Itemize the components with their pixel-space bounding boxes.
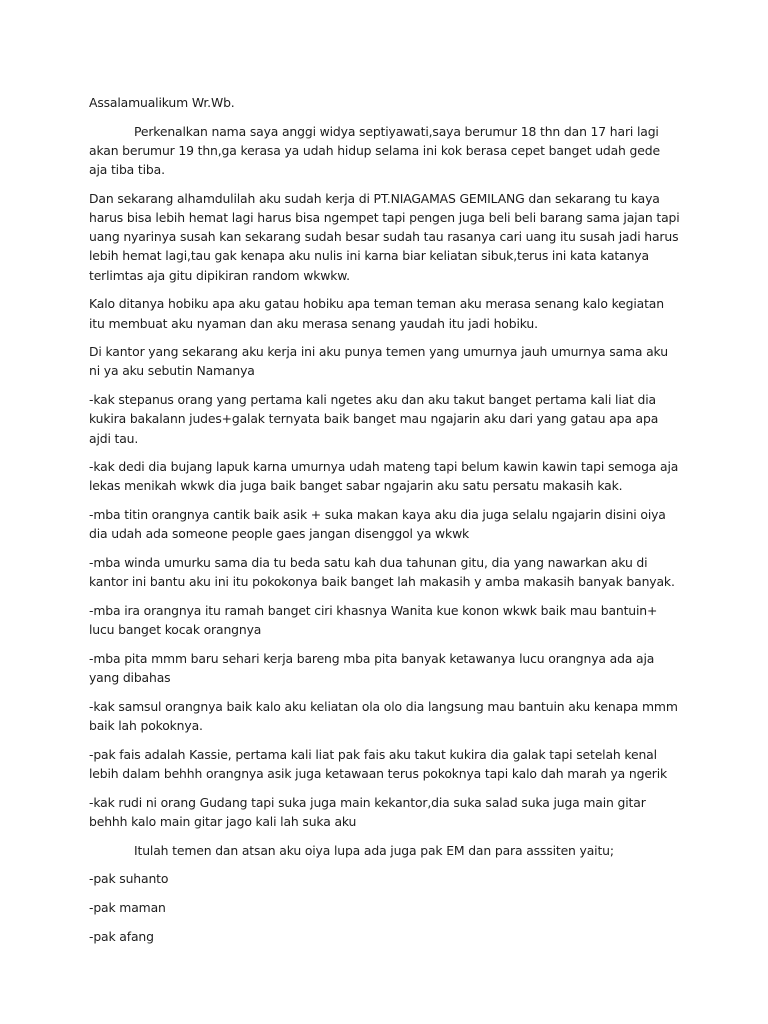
greeting-line: Assalamualikum Wr.Wb. xyxy=(89,95,235,110)
list-item-suhanto: -pak suhanto xyxy=(89,871,169,887)
list-item-titin: -mba titin orangnya cantik baik asik + suka makan kaya aku dia juga selalu ngajarin disini oiya dia udah ada someone people gaes jangan disenggol ya wkwk xyxy=(89,507,666,542)
paragraph-hobby: Kalo ditanya hobiku apa aku gatau hobiku apa teman teman aku merasa senang kalo kegiatan itu membuat aku nyaman dan aku merasa senang yaudah itu jadi hobiku. xyxy=(89,296,664,331)
list-item-afang: -pak afang xyxy=(89,928,154,944)
list-item-pita: -mba pita mmm baru sehari kerja bareng mba pita banyak ketawanya lucu orangnya ada aja yang dibahas xyxy=(89,650,655,686)
list-item-rudi: -kak rudi ni orang Gudang tapi suka juga main kekantor,dia suka salad suka juga main gitar behhh kalo main gitar jago kali lah suka aku xyxy=(89,794,646,829)
paragraph-introduction: Perkenalkan nama saya anggi widya septiyawati,saya berumur 18 thn dan 17 hari lagi akan berumur 19 thn,ga kerasa ya udah hidup selama ini kok berasa cepet banget udah gede aja tiba tiba. xyxy=(89,123,660,178)
paragraph-work: Dan sekarang alhamdulilah aku sudah kerja di PT.NIAGAMAS GEMILANG dan sekarang tu kaya harus bisa lebih hemat lagi harus bisa ngempet tapi pengen juga beli beli barang sama jajan tapi uang nyarinya susah kan sekarang sudah besar sudah tau rasanya cari uang itu susah jadi harus lebih hemat lagi,tau gak kenapa aku nulis ini karna biar keliatan sibuk,terus ini kata katanya terlimtas aja gitu dipikiran random wkwkw. xyxy=(89,190,680,283)
list-item-dedi: -kak dedi dia bujang lapuk karna umurnya udah mateng tapi belum kawin kawin tapi semoga aja lekas menikah wkwk dia juga baik banget sabar ngajarin aku satu persatu makasih kak. xyxy=(89,459,679,494)
paragraph-coworkers-intro: Di kantor yang sekarang aku kerja ini aku punya temen yang umurnya jauh umurnya sama aku ni ya aku sebutin Namanya xyxy=(89,344,668,379)
list-item-winda: -mba winda umurku sama dia tu beda satu kah dua tahunan gitu, dia yang nawarkan aku di kantor ini bantu aku ini itu pokokonya baik banget lah makasih y amba makasih banyak banyak. xyxy=(89,555,675,590)
document-body xyxy=(89,93,681,955)
list-item-ira: -mba ira orangnya itu ramah banget ciri khasnya Wanita kue konon wkwk baik mau bantuin+ lucu banget kocak orangnya xyxy=(89,602,658,638)
paragraph-closing: Itulah temen dan atsan aku oiya lupa ada juga pak EM dan para asssiten yaitu; xyxy=(134,842,614,858)
list-item-samsul: -kak samsul orangnya baik kalo aku keliatan ola olo dia langsung mau bantuin aku kenapa mmm baik lah pokoknya. xyxy=(89,698,678,733)
list-item-maman: -pak maman xyxy=(89,899,166,915)
list-item-fais: -pak fais adalah Kassie, pertama kali liat pak fais aku takut kukira dia galak tapi setelah kenal lebih dalam behhh orangnya asik juga ketawaan terus pokoknya tapi kalo dah marah ya ngerik xyxy=(89,746,668,781)
list-item-stepanus: -kak stepanus orang yang pertama kali ngetes aku dan aku takut banget pertama kali liat dia kukira bakalann judes+galak ternyata baik banget mau ngajarin aku dari yang gatau apa apa ajdi tau. xyxy=(89,392,659,446)
